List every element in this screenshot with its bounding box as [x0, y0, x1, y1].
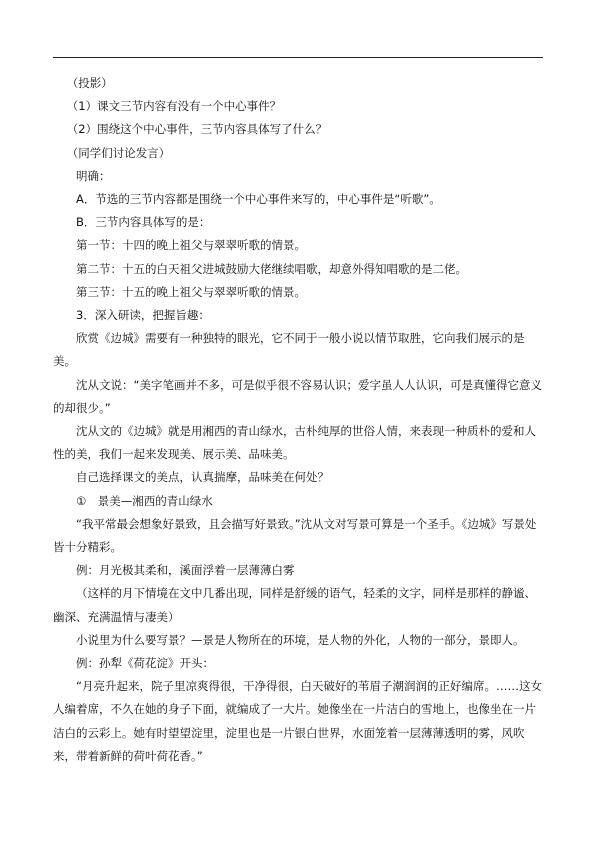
paragraph: “我平常最会想象好景致，且会描写好景致。”沈从文对写景可算是一个圣手。《边城》写景处皆十分精彩。	[53, 516, 537, 555]
document-body	[53, 72, 543, 768]
paragraph: （投影）	[66, 76, 113, 90]
paragraph: （2）围绕这个中心事件，三节内容具体写了什么？	[66, 122, 328, 137]
paragraph: （这样的月下情境在文中几番出现，同样是舒缓的语气，轻柔的文字，同样是那样的静谧、幽深、充满温情与凄美）	[53, 586, 536, 624]
paragraph: B．三节内容具体写的是：	[76, 215, 211, 230]
paragraph: 第三节：十五的晚上祖父与翠翠听歌的情景。	[76, 284, 306, 299]
paragraph: “月亮升起来，院子里凉爽得很，干净得很，白天破好的苇眉子潮润润的正好编席。……这女人编着席，不久在她的身子下面，就编成了一大片。她像坐在一片洁白的雪地上，也像坐在一片洁白的云彩上。她有时望望淀里，淀里也是一片银白世界，水面笼着一层薄薄透明的雾，风吹来，带着新鲜的荷叶荷花香。”	[53, 679, 542, 763]
paragraph: 第一节：十四的晚上祖父与翠翠听歌的情景。	[76, 238, 306, 253]
paragraph: A．节选的三节内容都是围绕一个中心事件来写的，中心事件是“听歌”。	[76, 192, 441, 207]
paragraph: 沈从文说：“美字笔画并不多，可是似乎很不容易认识；爱字虽人人认识，可是真懂得它意义的却很少。”	[53, 377, 542, 415]
paragraph: （同学们讨论发言）	[66, 145, 171, 160]
paragraph: （1）课文三节内容有没有一个中心事件？	[66, 99, 282, 114]
paragraph: 欣赏《边城》需要有一种独特的眼光，它不同于一般小说以情节取胜，它向我们展示的是美。	[53, 331, 525, 369]
paragraph: 第二节：十五的白天祖父进城鼓励大佬继续唱歌，却意外得知唱歌的是二佬。	[76, 261, 467, 276]
paragraph: 例：孙犁《荷花淀》开头：	[76, 656, 214, 671]
header-rule	[53, 57, 543, 58]
paragraph: 沈从文的《边城》就是用湘西的青山绿水，古朴纯厚的世俗人情，来表现一种质朴的爱和人性的美，我们一起来发现美、展示美、品味美。	[53, 424, 536, 462]
paragraph: ① 景美—湘西的青山绿水	[76, 493, 213, 508]
paragraph: 自己选择课文的美点，认真揣摩，品味美在何处？	[76, 470, 329, 485]
paragraph: 3．深入研读，把握旨趣：	[76, 308, 210, 323]
paragraph: 例：月光极其柔和，溪面浮着一层薄薄白雾	[76, 563, 295, 578]
paragraph: 明确：	[76, 168, 111, 183]
paragraph: 小说里为什么要写景？—景是人物所在的环境，是人物的外化，人物的一部分，景即人。	[76, 632, 525, 647]
